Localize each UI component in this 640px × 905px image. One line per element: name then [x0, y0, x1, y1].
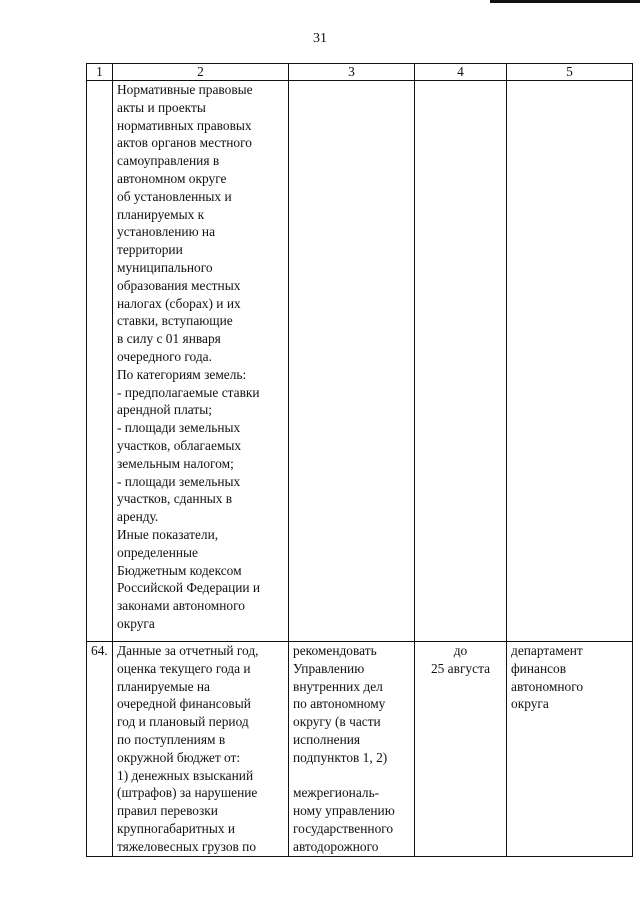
row-description-text [117, 642, 284, 856]
text-line: арендной платы; [117, 402, 212, 418]
header-row [87, 64, 633, 81]
text-line: 25 августа [430, 660, 491, 676]
text-line: в силу с 01 января [117, 331, 221, 347]
text-line: 1) денежных взысканий [117, 767, 254, 783]
text-line: самоуправления в [117, 153, 220, 169]
text-line: департамент [511, 643, 583, 658]
text-line: автодорожного [293, 838, 379, 854]
text-line: оценка текущего года и [117, 660, 251, 676]
text-line: планируемых к [117, 206, 205, 222]
text-line: нормативных правовых [117, 117, 252, 133]
text-line: рекомендовать [293, 643, 377, 658]
table-row [87, 81, 633, 642]
text-line: участков, облагаемых [117, 437, 242, 453]
text-line: подпунктов 1, 2) [293, 749, 388, 765]
text-line: планируемые на [117, 678, 210, 694]
row-deadline [415, 81, 507, 642]
text-line: округа [117, 615, 155, 631]
text-line: крупногабаритных и [117, 820, 236, 836]
row-deadline-text [419, 642, 502, 678]
text-line: по поступлениям в [117, 731, 226, 747]
text-line: Управлению [293, 660, 365, 676]
row-description-text [117, 81, 284, 633]
text-line: год и плановый период [117, 714, 249, 730]
text-line: Данные за отчетный год, [117, 643, 259, 658]
text-line: внутренних дел [293, 678, 383, 694]
text-line: окружной бюджет от: [117, 749, 241, 765]
row-description [113, 642, 289, 857]
text-line: до [453, 643, 468, 658]
header-col-1: 1 [87, 64, 113, 81]
text-line: земельным налогом; [117, 455, 234, 471]
text-line: участков, сданных в [117, 491, 233, 507]
text-line: акты и проекты [117, 99, 206, 115]
text-line: округу (в части [293, 714, 381, 730]
text-line: автономном округе [117, 170, 227, 186]
header-col-5: 5 [507, 64, 633, 81]
row-executor-text-1 [293, 642, 410, 767]
text-line: ному управлению [293, 803, 395, 819]
text-line: - предполагаемые ставки [117, 384, 260, 400]
text-line: - площади земельных [117, 420, 241, 436]
header-col-2: 2 [113, 64, 289, 81]
text-line: очередного года. [117, 348, 212, 364]
header-col-3: 3 [289, 64, 415, 81]
text-line: (штрафов) за нарушение [117, 785, 258, 801]
row-number: 64. [87, 642, 113, 857]
text-line: законами автономного [117, 598, 245, 614]
text-line: финансов [511, 660, 567, 676]
text-line: образования местных [117, 277, 241, 293]
text-line: Бюджетным кодексом [117, 562, 242, 578]
row-executor-text-2 [293, 784, 410, 855]
table-row [87, 642, 633, 857]
text-line: - площади земельных [117, 473, 241, 489]
row-executor [289, 642, 415, 857]
top-rule [490, 0, 640, 3]
text-line: очередной финансовый [117, 696, 251, 712]
page-number: 31 [313, 31, 327, 46]
text-line: округа [511, 696, 549, 712]
text-line: Российской Федерации и [117, 580, 261, 596]
text-line: межрегиональ- [293, 785, 380, 801]
row-number [87, 81, 113, 642]
text-line: По категориям земель: [117, 366, 247, 382]
row-recipient-text [511, 642, 628, 713]
text-line: муниципального [117, 259, 213, 275]
row-recipient [507, 81, 633, 642]
text-line: Нормативные правовые [117, 82, 253, 97]
header-col-4: 4 [415, 64, 507, 81]
text-line: определенные [117, 544, 198, 560]
text-line: автономного [511, 678, 584, 694]
text-line: исполнения [293, 731, 361, 747]
text-line: правил перевозки [117, 803, 218, 819]
row-recipient [507, 642, 633, 857]
document-table [86, 63, 633, 857]
text-line: аренду. [117, 509, 159, 525]
text-line: об установленных и [117, 188, 232, 204]
row-deadline [415, 642, 507, 857]
text-line: тяжеловесных грузов по [117, 838, 257, 854]
text-line: налогах (сборах) и их [117, 295, 241, 311]
text-line: Иные показатели, [117, 526, 219, 542]
text-line: установлению на [117, 224, 216, 240]
text-line: ставки, вступающие [117, 313, 233, 329]
text-line: территории [117, 242, 183, 258]
text-line: актов органов местного [117, 135, 252, 151]
text-line: государственного [293, 820, 394, 836]
text-line: по автономному [293, 696, 386, 712]
row-executor [289, 81, 415, 642]
row-description [113, 81, 289, 642]
